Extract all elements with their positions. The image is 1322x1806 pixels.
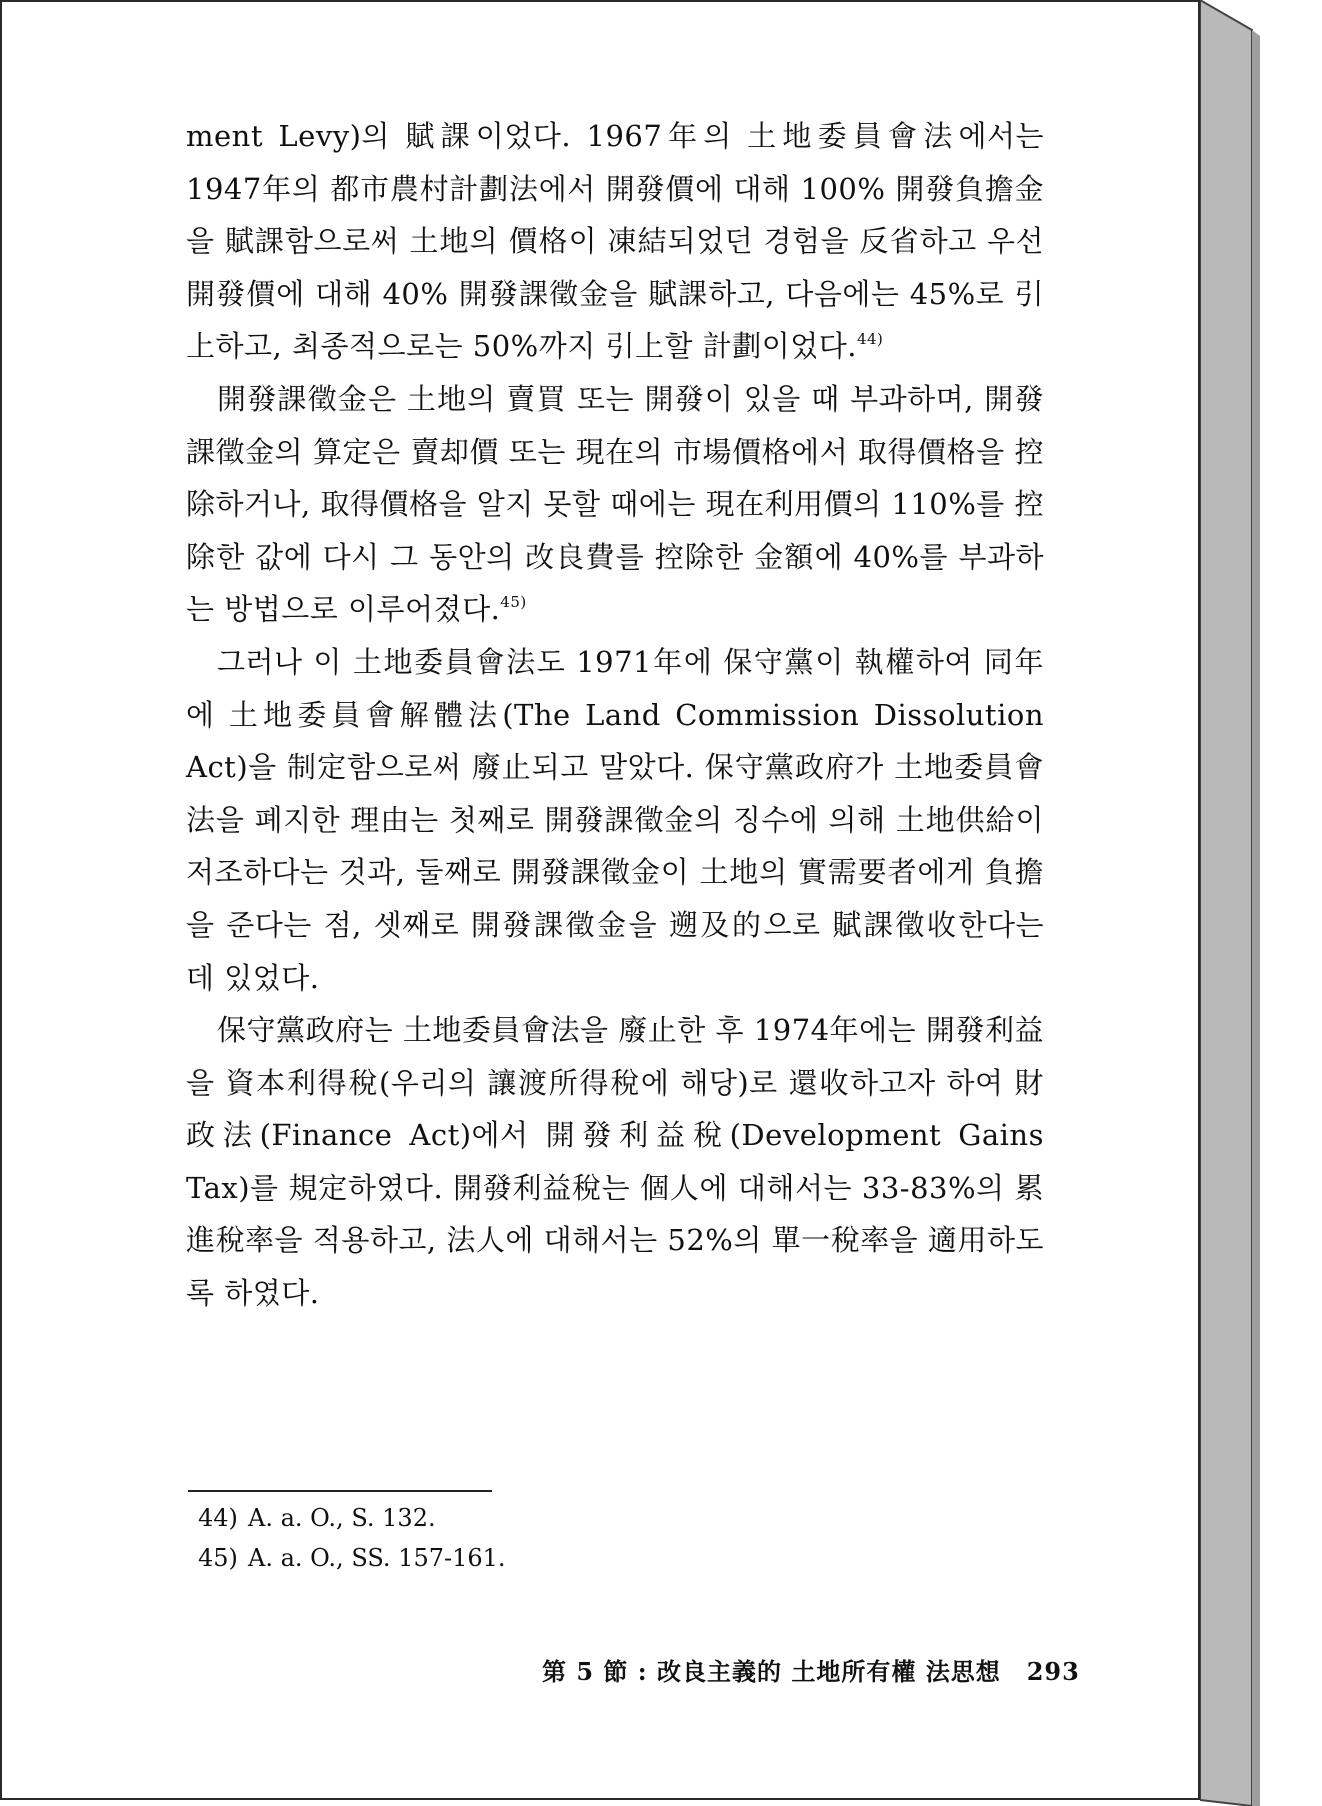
- footnote-text: A. a. O., S. 132.: [248, 1504, 436, 1532]
- chapter-title: 第 5 節 : 改良主義的 土地所有權 法思想: [542, 1657, 1001, 1686]
- running-footer: [542, 1652, 1080, 1687]
- paragraph-4: 保守黨政府는 土地委員會法을 廢止한 후 1974年에는 開發利益을 資本利得稅(우리의 讓渡所得稅에 해당)로 還收하고자 하여 財政法(Finance Act)에서 開發利益稅(Development Gains Tax)를 規定하였다. 開發利益稅는 個人에 대해서는 33-83%의 累進稅率을 적용하고, 法人에 대해서는 52%의 單一稅率을 適用하도록 하였다.: [186, 1013, 1044, 1311]
- book-edge-graphic: [1200, 0, 1322, 1806]
- footnote-text: A. a. O., SS. 157-161.: [248, 1544, 506, 1572]
- footnote-44: [198, 1498, 506, 1538]
- footnote-number: 44): [198, 1504, 238, 1532]
- paragraph-3: 그러나 이 土地委員會法도 1971年에 保守黨이 執權하여 同年에 土地委員會解體法(The Land Commission Dissolution Act)을 制定함으로써 廢止되고 말았다. 保守黨政府가 土地委員會法을 폐지한 理由는 첫째로 開發課徵金의 징수에 의해 土地供給이 저조하다는 것과, 둘째로 開發課徵金이 土地의 實需要者에게 負擔을 준다는 점, 셋째로 開發課徵金을 遡及的으로 賦課徵收한다는 데 있었다.: [186, 644, 1044, 995]
- footnote-divider: [188, 1490, 492, 1492]
- body-text: [186, 110, 1044, 1320]
- footnote-45: [198, 1538, 506, 1578]
- footnote-ref-44: 44): [856, 330, 884, 349]
- paragraph-2-text: 開發課徵金은 土地의 賣買 또는 開發이 있을 때 부과하며, 開發課徵金의 算定은 賣却價 또는 現在의 市場價格에서 取得價格을 控除하거나, 取得價格을 알지 못할 때에는 現在利用價의 110%를 控除한 값에 다시 그 동안의 改良費를 控除한 金額에 40%를 부과하는 방법으로 이루어졌다.: [186, 381, 1044, 627]
- paragraph-2: [186, 373, 1044, 636]
- footnote-number: 45): [198, 1544, 238, 1572]
- footnotes: [198, 1498, 506, 1578]
- paragraph-1: [186, 110, 1044, 373]
- footnote-ref-45: 45): [500, 593, 527, 612]
- paragraph-1-text: ment Levy)의 賦課이었다. 1967年의 土地委員會法에서는 1947年의 都市農村計劃法에서 開發價에 대해 100% 開發負擔金을 賦課함으로써 土地의 價格이 凍結되었던 경험을 反省하고 우선 開發價에 대해 40% 開發課徵金을 賦課하고, 다음에는 45%로 引上하고, 최종적으로는 50%까지 引上할 計劃이었다.: [186, 119, 1044, 364]
- page-number: 293: [1026, 1657, 1080, 1686]
